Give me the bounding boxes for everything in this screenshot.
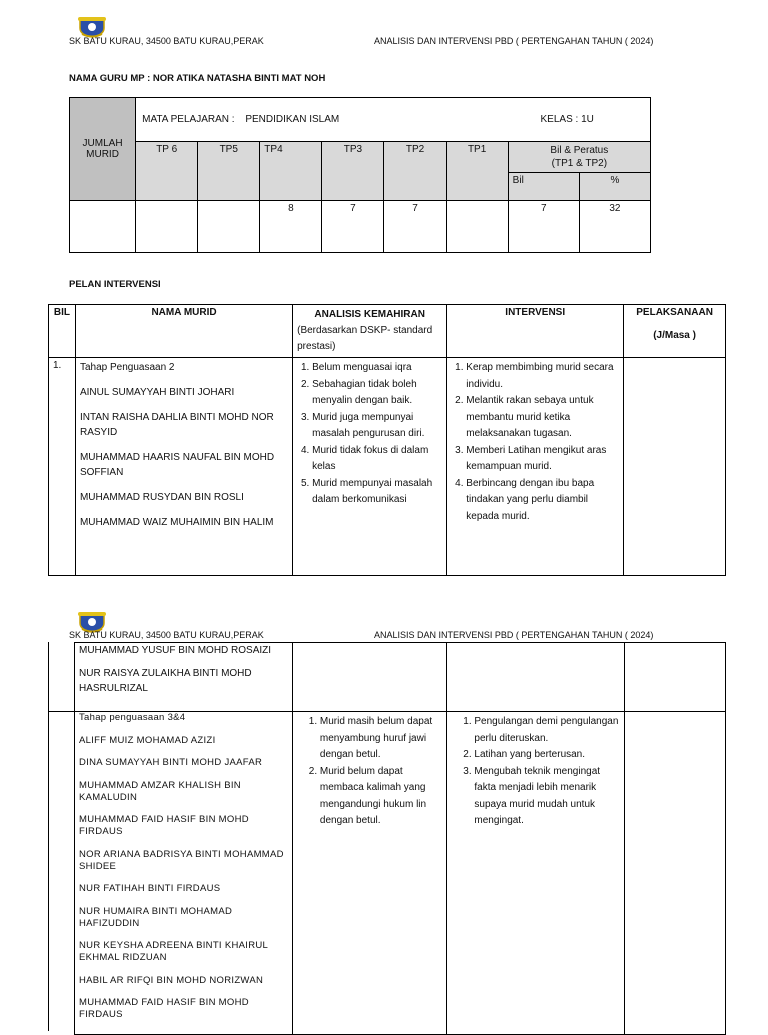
row2-pelaksanaan bbox=[624, 712, 725, 1035]
pelaksanaan-column-header: PELAKSANAAN (J/Masa ) bbox=[624, 305, 726, 358]
tp1-header: TP1 bbox=[446, 142, 508, 201]
student-name: AINUL SUMAYYAH BINTI JOHARI bbox=[79, 387, 235, 398]
row2-students bbox=[75, 712, 293, 1035]
student-name: NUR FATIHAH BINTI FIRDAUS bbox=[79, 883, 221, 894]
bil-value: 7 bbox=[508, 201, 579, 253]
header-report-title: ANALISIS DAN INTERVENSI PBD ( PERTENGAHAN TAHUN ( 2024) bbox=[374, 36, 654, 46]
tp4-header: TP4 bbox=[260, 142, 322, 201]
student-name: NUR HUMAIRA BINTI MOHAMAD HAFIZUDDIN bbox=[79, 905, 233, 929]
analisis-item: 5. Murid mempunyai masalah dalam berkomunikasi bbox=[312, 476, 442, 509]
student-name: NUR RAISYA ZULAIKHA BINTI MOHD HASRULRIZAL bbox=[79, 668, 252, 694]
analisis-item: 2. Sebahagian tidak boleh menyalin dengan baik. bbox=[312, 377, 442, 410]
row2-analisis bbox=[292, 712, 447, 1035]
intervensi-column-header: INTERVENSI bbox=[447, 305, 624, 358]
row1-intervensi bbox=[447, 358, 624, 576]
student-name: MUHAMMAD FAID HASIF BIN MOHD FIRDAUS bbox=[79, 997, 249, 1020]
summary-table bbox=[69, 97, 651, 253]
school-logo-icon bbox=[77, 16, 107, 38]
tp6-header: TP 6 bbox=[136, 142, 198, 201]
analisis-item: 4. Murid tidak fokus di dalam kelas bbox=[312, 443, 442, 476]
intervensi-item: 4. Berbincang dengan ibu bapa tindakan yang perlu diambil kepada murid. bbox=[466, 476, 619, 526]
bil-column-border bbox=[48, 642, 75, 1031]
analisis-item: 3. Murid juga mempunyai masalah pengurusan diri. bbox=[312, 410, 442, 443]
intervensi-item: 3. Memberi Latihan mengikut aras kemampuan murid. bbox=[466, 443, 619, 476]
tp2-header: TP2 bbox=[384, 142, 446, 201]
jumlah-murid-header: JUMLAH MURID bbox=[70, 98, 136, 201]
tp3-value: 7 bbox=[322, 201, 384, 253]
header-report-title: ANALISIS DAN INTERVENSI PBD ( PERTENGAHAN TAHUN ( 2024) bbox=[374, 630, 654, 640]
pelan-intervensi-title: PELAN INTERVENSI bbox=[69, 279, 161, 290]
tp2-value: 7 bbox=[384, 201, 446, 253]
bil-subheader: Bil bbox=[508, 173, 579, 201]
tp4-value: 8 bbox=[260, 201, 322, 253]
bil-row-divider bbox=[48, 711, 74, 712]
analisis-item: 1. Belum menguasai iqra bbox=[312, 360, 442, 377]
subject-value: PENDIDIKAN ISLAM bbox=[245, 114, 340, 125]
continued-pelaksanaan bbox=[624, 643, 725, 712]
plan-table-page2 bbox=[74, 642, 726, 1035]
row2-tahap: Tahap penguasaan 3&4 bbox=[79, 712, 186, 723]
student-name: MUHAMMAD FAID HASIF BIN MOHD FIRDAUS bbox=[79, 814, 249, 837]
header-school: SK BATU KURAU, 34500 BATU KURAU,PERAK bbox=[69, 36, 264, 46]
intervensi-item: 1. Kerap membimbing murid secara individu. bbox=[466, 360, 619, 393]
subject-row bbox=[136, 98, 651, 142]
intervensi-item: 2. Latihan yang berterusan. bbox=[474, 747, 619, 764]
row1-students bbox=[75, 358, 292, 576]
intervensi-item: 2. Melantik rakan sebaya untuk membantu murid ketika melaksanakan tugasan. bbox=[466, 393, 619, 443]
student-name: NOR ARIANA BADRISYA BINTI MOHAMMAD SHIDEE bbox=[79, 848, 284, 872]
subject-label: MATA PELAJARAN : bbox=[142, 114, 235, 125]
jumlah-value bbox=[70, 201, 136, 253]
tp3-header: TP3 bbox=[322, 142, 384, 201]
student-name: MUHAMMAD HAARIS NAUFAL BIN MOHD SOFFIAN bbox=[79, 452, 275, 478]
tp5-header: TP5 bbox=[198, 142, 260, 201]
continued-students bbox=[75, 643, 293, 712]
student-name: DINA SUMAYYAH BINTI MOHD JAAFAR bbox=[79, 757, 263, 768]
row1-pelaksanaan bbox=[624, 358, 726, 576]
student-name: HABIL AR RIFQI BIN MOHD NORIZWAN bbox=[79, 974, 264, 986]
analisis-item: 1. Murid masih belum dapat menyambung huruf jawi dengan betul. bbox=[320, 714, 443, 764]
pct-subheader: % bbox=[579, 173, 650, 201]
tp1-value bbox=[446, 201, 508, 253]
row1-tahap: Tahap Penguasaan 2 bbox=[79, 362, 175, 373]
nama-column-header: NAMA MURID bbox=[75, 305, 292, 358]
student-name: MUHAMMAD RUSYDAN BIN ROSLI bbox=[79, 492, 244, 503]
intervensi-item: 1. Pengulangan demi pengulangan perlu diteruskan. bbox=[474, 714, 619, 747]
row1-bil: 1. bbox=[49, 358, 76, 576]
continued-analisis bbox=[292, 643, 447, 712]
bil-column-header: BIL bbox=[49, 305, 76, 358]
student-name: MUHAMMAD WAIZ MUHAIMIN BIN HALIM bbox=[79, 517, 274, 528]
continued-intervensi bbox=[447, 643, 624, 712]
class-label: KELAS : 1U bbox=[540, 114, 594, 125]
tp5-value bbox=[198, 201, 260, 253]
bil-peratus-header: Bil & Peratus (TP1 & TP2) bbox=[508, 142, 650, 173]
teacher-name: NAMA GURU MP : NOR ATIKA NATASHA BINTI MAT NOH bbox=[69, 73, 326, 84]
student-name: MUHAMMAD YUSUF BIN MOHD ROSAIZI bbox=[79, 645, 272, 656]
row2-intervensi bbox=[447, 712, 624, 1035]
header-school: SK BATU KURAU, 34500 BATU KURAU,PERAK bbox=[69, 630, 264, 640]
analisis-item: 2. Murid belum dapat membaca kalimah yang mengandungi hukum lin dengan betul. bbox=[320, 764, 443, 830]
analisis-column-header: ANALISIS KEMAHIRAN (Berdasarkan DSKP- standard prestasi) bbox=[293, 305, 447, 358]
student-name: ALIFF MUIZ MOHAMAD AZIZI bbox=[79, 734, 216, 746]
intervensi-item: 3. Mengubah teknik mengingat fakta menjadi lebih menarik supaya murid mudah untuk mengingat. bbox=[474, 764, 619, 830]
student-name: INTAN RAISHA DAHLIA BINTI MOHD NOR RASYID bbox=[79, 412, 274, 438]
plan-table-page1 bbox=[48, 304, 726, 576]
student-name: MUHAMMAD AMZAR KHALISH BIN KAMALUDIN bbox=[79, 779, 241, 803]
row1-analisis bbox=[293, 358, 447, 576]
tp6-value bbox=[136, 201, 198, 253]
pct-value: 32 bbox=[579, 201, 650, 253]
student-name: NUR KEYSHA ADREENA BINTI KHAIRUL EKHMAL RIDZUAN bbox=[79, 940, 268, 963]
